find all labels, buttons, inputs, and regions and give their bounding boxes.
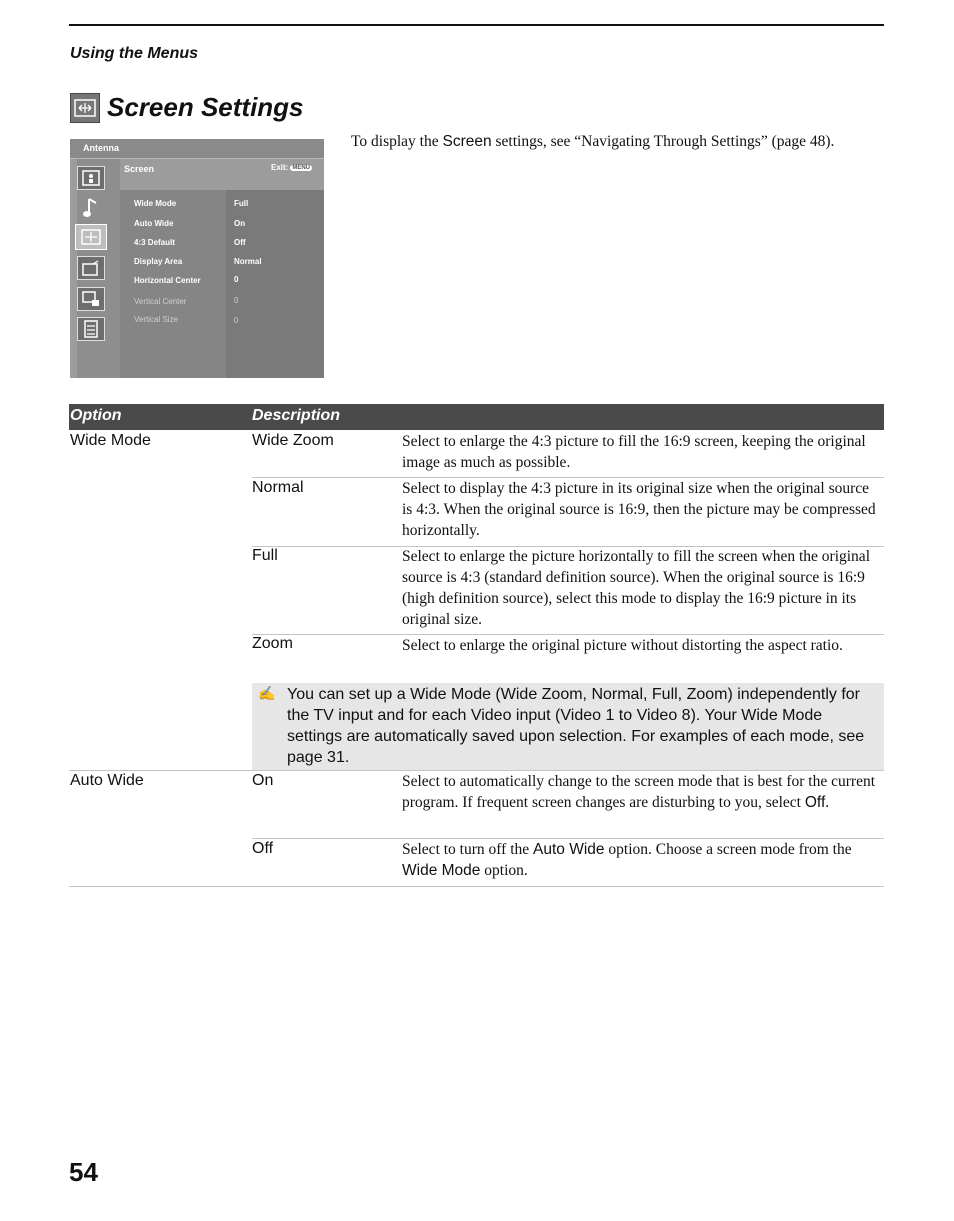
osd-exit	[271, 163, 312, 172]
desc-on-end: .	[825, 794, 830, 811]
osd-row-value: Normal	[234, 257, 262, 266]
value-wide-zoom: Wide Zoom	[252, 432, 334, 449]
osd-row-label: Vertical Size	[134, 315, 179, 324]
intro-text	[351, 133, 834, 151]
value-normal: Normal	[252, 479, 304, 496]
osd-row-label: Wide Mode	[134, 199, 177, 208]
desc-normal: Select to display the 4:3 picture in its original size when the original source is 4:3. When the original source is 16:9, then the picture may be compressed horizontally.	[402, 480, 876, 539]
header-rule	[69, 24, 884, 26]
note-pencil-icon: ✍	[258, 687, 276, 702]
osd-row-label: Display Area	[134, 257, 183, 266]
channel-icon	[77, 256, 105, 280]
intro-after: settings, see “Navigating Through Settings” (page 48).	[491, 133, 835, 150]
osd-screenshot	[70, 139, 324, 378]
header-option: Option	[70, 407, 122, 424]
osd-exit-label: Exit:	[270, 163, 289, 172]
parent-lock-icon	[77, 287, 105, 311]
page-title: Screen Settings	[107, 92, 304, 122]
desc-off-term-auto-wide: Auto Wide	[533, 841, 605, 858]
setup-icon	[77, 317, 105, 341]
desc-wide-zoom: Select to enlarge the 4:3 picture to fill the 16:9 screen, keeping the original image as much as possible.	[402, 433, 866, 471]
osd-menu-key: MENU	[292, 164, 310, 171]
desc-on	[402, 771, 878, 813]
osd-row-value: Off	[234, 238, 246, 247]
page-number: 54	[69, 1157, 98, 1187]
desc-off	[402, 839, 878, 881]
table-header	[69, 404, 884, 430]
option-auto-wide: Auto Wide	[70, 772, 144, 789]
intro-before: To display the	[351, 133, 443, 150]
osd-heading: Screen	[124, 164, 155, 174]
desc-off-term-wide-mode: Wide Mode	[402, 862, 481, 879]
osd-row-value: 0	[234, 316, 239, 325]
desc-full: Select to enlarge the picture horizontally to fill the screen when the original source is 4:3 (standard definition source). When the original source is 16:9 (high definition source), select this mode to display the 16:9 picture in its original size.	[402, 548, 870, 628]
video-icon	[77, 166, 105, 190]
desc-on-term: Off	[804, 794, 826, 811]
osd-row-label: Auto Wide	[134, 219, 174, 228]
screen-icon	[75, 224, 107, 250]
value-off: Off	[252, 840, 274, 857]
osd-row-label: 4:3 Default	[134, 238, 175, 247]
osd-source: Antenna	[83, 143, 119, 153]
osd-row-value: 0	[234, 275, 239, 284]
intro-term: Screen	[442, 133, 492, 150]
value-on: On	[252, 772, 274, 789]
table-bottom-rule	[69, 886, 884, 887]
option-wide-mode: Wide Mode	[70, 432, 151, 449]
osd-source-bar	[70, 139, 324, 159]
desc-off-text-a: Select to turn off the	[402, 841, 534, 858]
value-full: Full	[252, 547, 278, 564]
osd-row-value: 0	[234, 296, 239, 305]
osd-row-label: Vertical Center	[134, 297, 187, 306]
desc-off-text-b: option. Choose a screen mode from the	[604, 841, 852, 858]
value-zoom: Zoom	[252, 635, 293, 652]
page-title-row	[70, 92, 304, 123]
section-title: Using the Menus	[70, 45, 199, 62]
osd-row-label: Horizontal Center	[134, 276, 201, 285]
note-text: You can set up a Wide Mode (Wide Zoom, Normal, Full, Zoom) independently for the TV input and for each Video input (Video 1 to Video 8). Your Wide Mode settings are automatically saved upon selection. For examples of each mode, see page 31.	[287, 686, 865, 766]
header-description: Description	[252, 407, 341, 424]
desc-off-text-c: option.	[480, 862, 528, 879]
wide-mode-note	[252, 683, 884, 770]
sound-icon	[77, 196, 105, 220]
screen-settings-icon	[70, 93, 100, 123]
desc-on-text: Select to automatically change to the screen mode that is best for the current program. If frequent screen changes are disturbing to you, select	[402, 773, 876, 811]
desc-zoom: Select to enlarge the original picture without distorting the aspect ratio.	[402, 637, 843, 654]
osd-row-value: Full	[234, 199, 249, 208]
osd-row-value: On	[234, 219, 246, 228]
